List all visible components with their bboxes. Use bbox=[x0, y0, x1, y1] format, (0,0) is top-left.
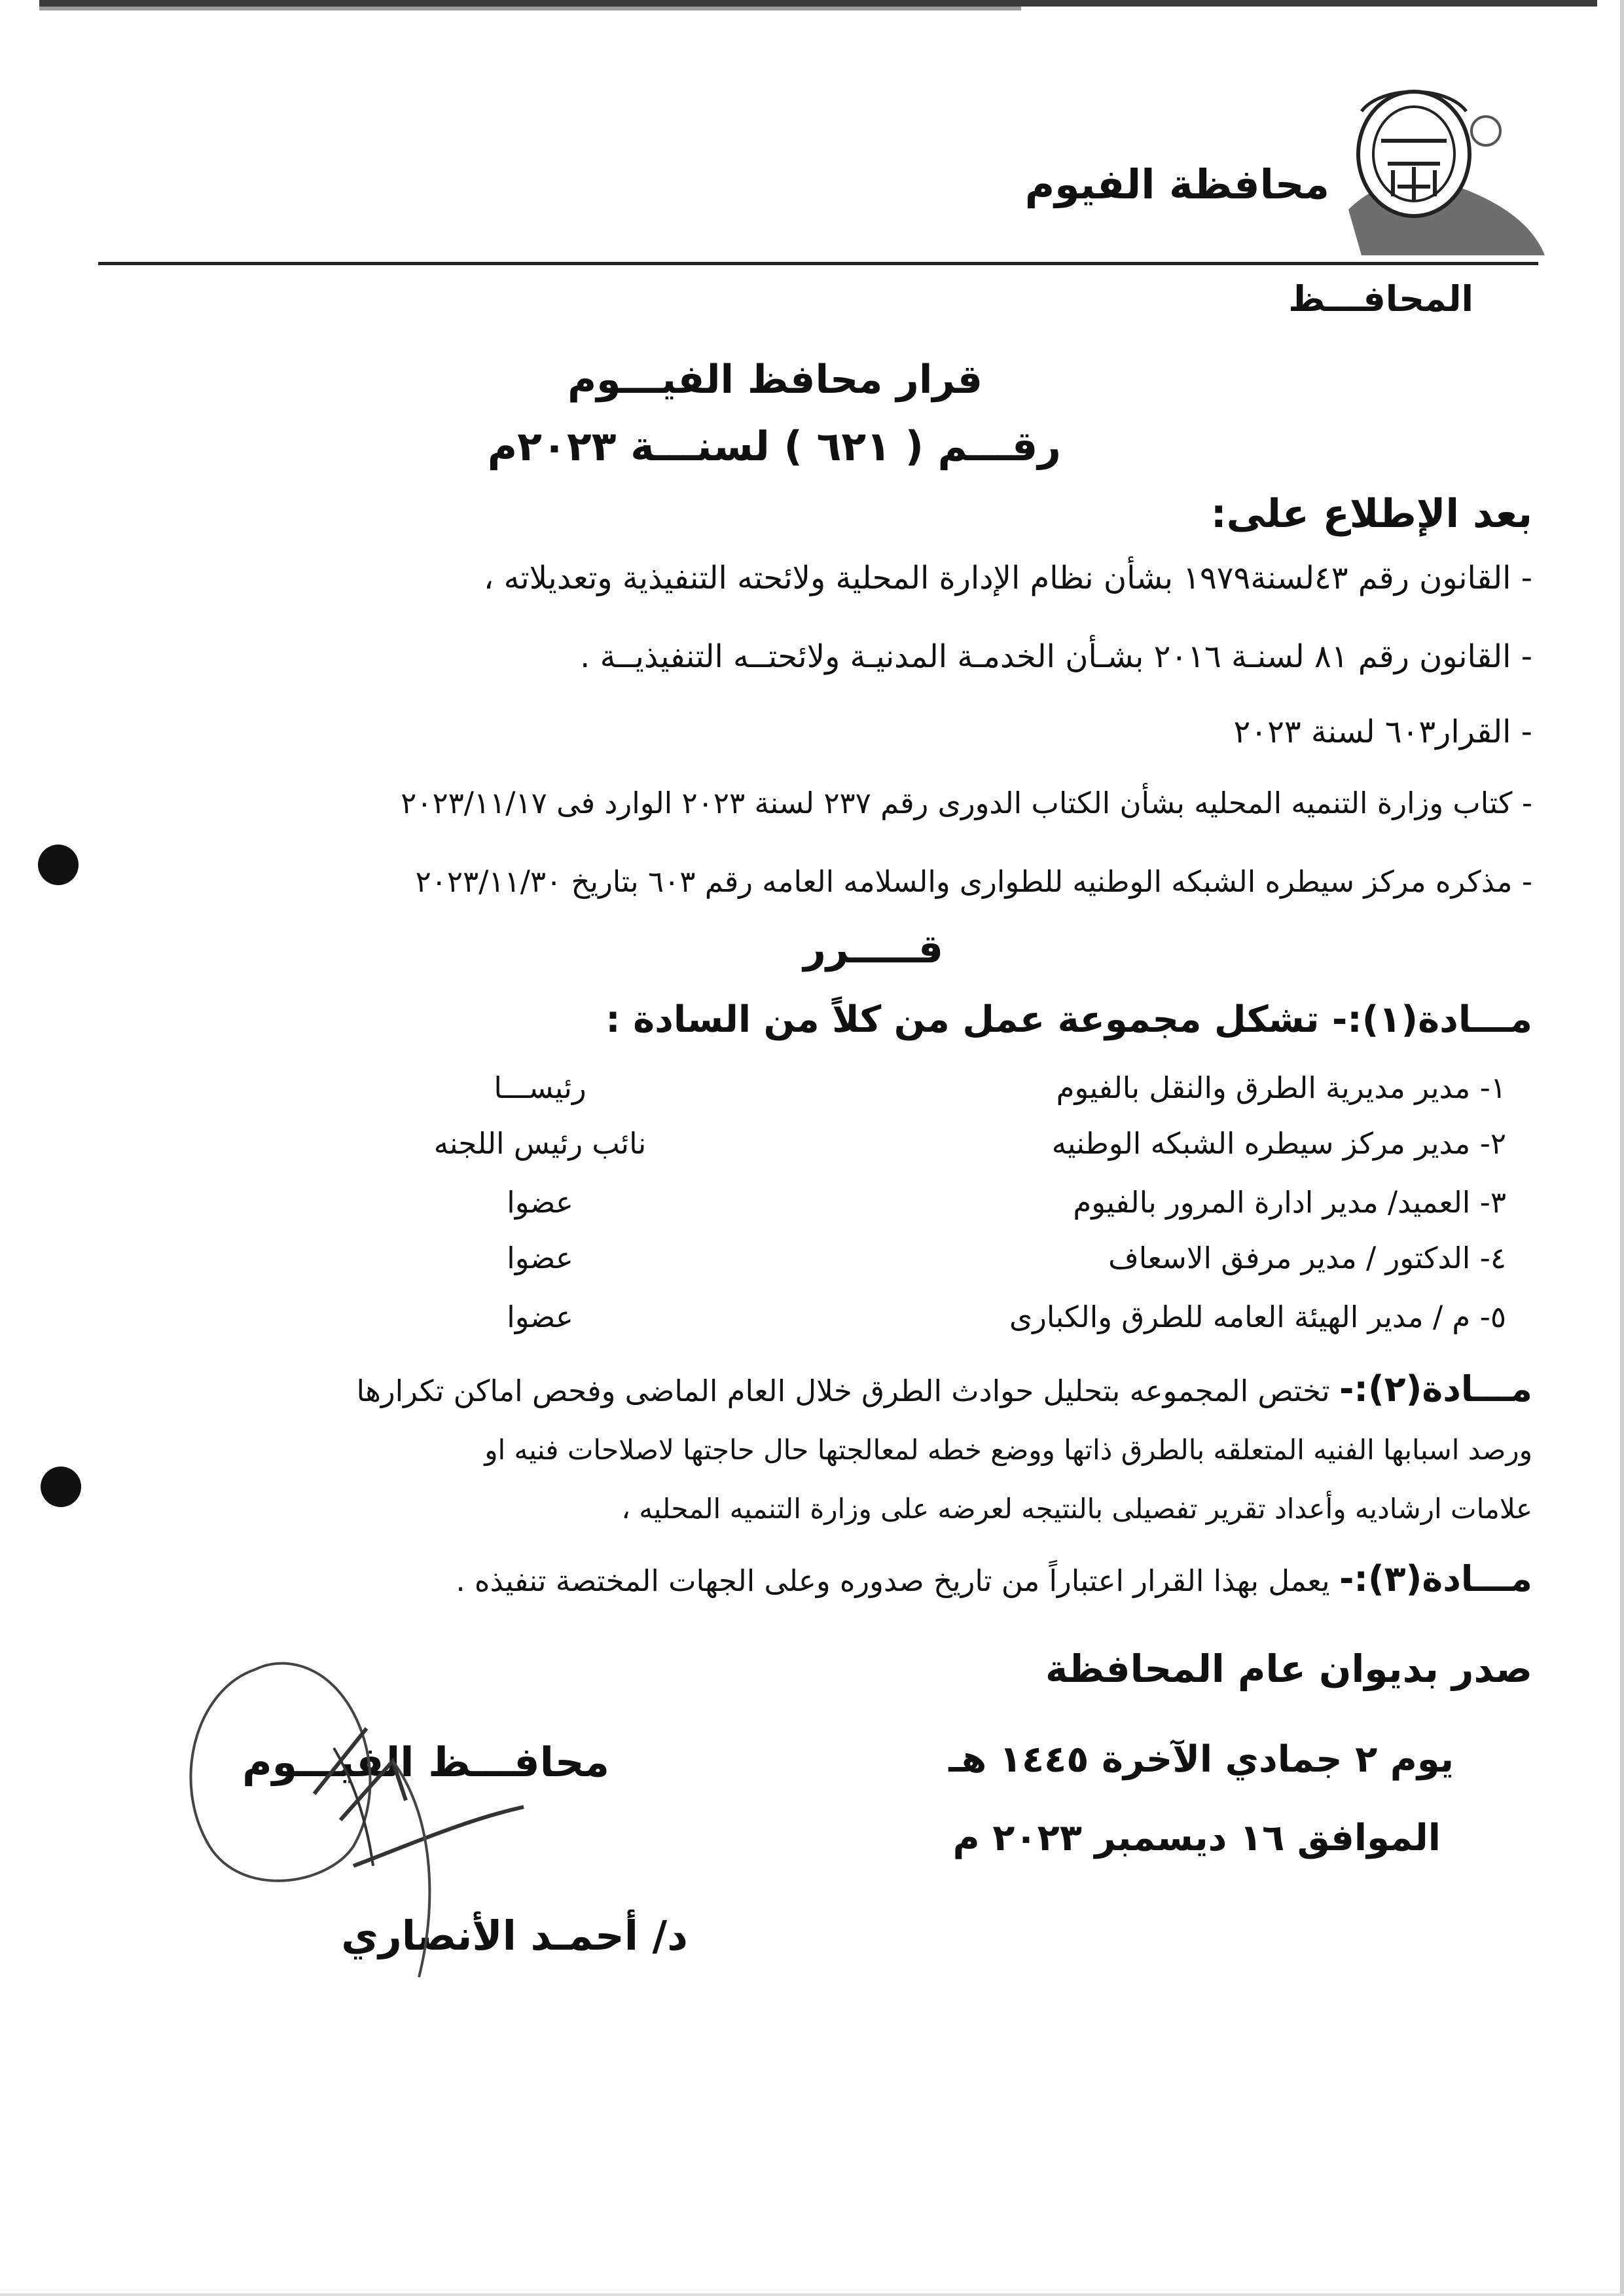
member-name: ٤- الدكتور / مدير مرفق الاسعاف bbox=[1108, 1241, 1506, 1275]
preamble-item: - القانون رقم ٤٣لسنة١٩٧٩ بشأن نظام الإدارة المحلية ولائحته التنفيذية وتعديلاته ، bbox=[483, 560, 1532, 596]
preamble-item: - كتاب وزارة التنميه المحليه بشأن الكتاب الدورى رقم ٢٣٧ لسنة ٢٠٢٣ الوارد فى ٢٠٢٣/١١/١٧ bbox=[401, 786, 1532, 820]
governorate-name: محافظة الفيوم bbox=[1024, 160, 1329, 208]
scan-edge-top bbox=[39, 0, 1597, 7]
member-name: ٢- مدير مركز سيطره الشبكه الوطنيه bbox=[1051, 1126, 1506, 1161]
issued-place: صدر بديوان عام المحافظة bbox=[1045, 1647, 1532, 1691]
issued-gregorian-date: الموافق ١٦ ديسمبر ٢٠٢٣ م bbox=[952, 1817, 1441, 1859]
decision-title: قرار محافظ الفيـــوم bbox=[568, 357, 983, 403]
article-2-text: ورصد اسبابها الفنيه المتعلقه بالطرق ذاتها ووضع خطه لمعالجتها حال حاجتها لاصلاحات فنيه او bbox=[484, 1434, 1532, 1466]
member-role: نائب رئيس اللجنه bbox=[433, 1126, 647, 1161]
punch-hole-top bbox=[38, 845, 79, 885]
preamble-item: - مذكره مركز سيطره الشبكه الوطنيه للطوارى والسلامه العامه رقم ٦٠٣ بتاريخ ٢٠٢٣/١١/٣٠ bbox=[415, 864, 1532, 899]
member-name: ٥- م / مدير الهيئة العامه للطرق والكبارى bbox=[1009, 1300, 1506, 1334]
article-2-text: تختص المجموعه بتحليل حوادث الطرق خلال العام الماضى وفحص اماكن تكرارها bbox=[356, 1374, 1330, 1408]
article-3-label: مـــادة(٣):- bbox=[1339, 1558, 1532, 1599]
signatory-title: محافـــظ الفيـــوم bbox=[242, 1738, 609, 1786]
member-name: ١- مدير مديرية الطرق والنقل بالفيوم bbox=[1056, 1070, 1506, 1105]
handwritten-signature-icon bbox=[157, 1650, 583, 1990]
member-role: عضوا bbox=[507, 1241, 573, 1275]
article-2-label: مـــادة(٢):- bbox=[1339, 1368, 1532, 1410]
issued-hijri-date: يوم ٢ جمادي الآخرة ١٤٤٥ هـ bbox=[948, 1738, 1454, 1781]
preamble-heading: بعد الإطلاع على: bbox=[1210, 491, 1532, 537]
scan-edge-top-inner bbox=[39, 7, 1021, 10]
preamble-item: - القرار٦٠٣ لسنة ٢٠٢٣ bbox=[1233, 714, 1532, 750]
preamble-item: - القانون رقم ٨١ لسنـة ٢٠١٦ بشـأن الخدمـة المدنيـة ولائحتــه التنفيذيــة . bbox=[580, 638, 1532, 675]
member-role: عضوا bbox=[507, 1300, 573, 1334]
office-label: المحافـــظ bbox=[1288, 278, 1473, 319]
article-3-text: يعمل بهذا القرار اعتباراً من تاريخ صدوره وعلى الجهات المختصة تنفيذه . bbox=[456, 1563, 1330, 1598]
decision-number: رقـــم ( ٦٢١ ) لسنـــة ٢٠٢٣م bbox=[487, 422, 1061, 470]
article-3-line bbox=[456, 1558, 1532, 1599]
scan-edge-bottom bbox=[0, 2293, 1624, 2296]
article-2-first-line bbox=[356, 1368, 1532, 1410]
punch-hole-bottom bbox=[41, 1467, 81, 1507]
header-divider bbox=[98, 262, 1538, 265]
member-name: ٣- العميد/ مدير ادارة المرور بالفيوم bbox=[1073, 1185, 1506, 1220]
member-role: عضوا bbox=[507, 1185, 573, 1220]
article-2-text: علامات ارشاديه وأعداد تقرير تفصيلى بالنتيجه لعرضه على وزارة التنميه المحليه ، bbox=[621, 1493, 1532, 1525]
article-1-heading: مـــادة(١):- تشكل مجموعة عمل من كلاً من السادة : bbox=[605, 998, 1532, 1041]
member-role: رئيســـا bbox=[494, 1070, 586, 1105]
fayoum-governorate-seal-icon bbox=[1335, 72, 1551, 262]
decision-word: قـــــرر bbox=[803, 926, 943, 972]
scan-edge-right bbox=[1620, 0, 1624, 2296]
signatory-name: د/ أحمـد الأنصاري bbox=[341, 1912, 688, 1959]
